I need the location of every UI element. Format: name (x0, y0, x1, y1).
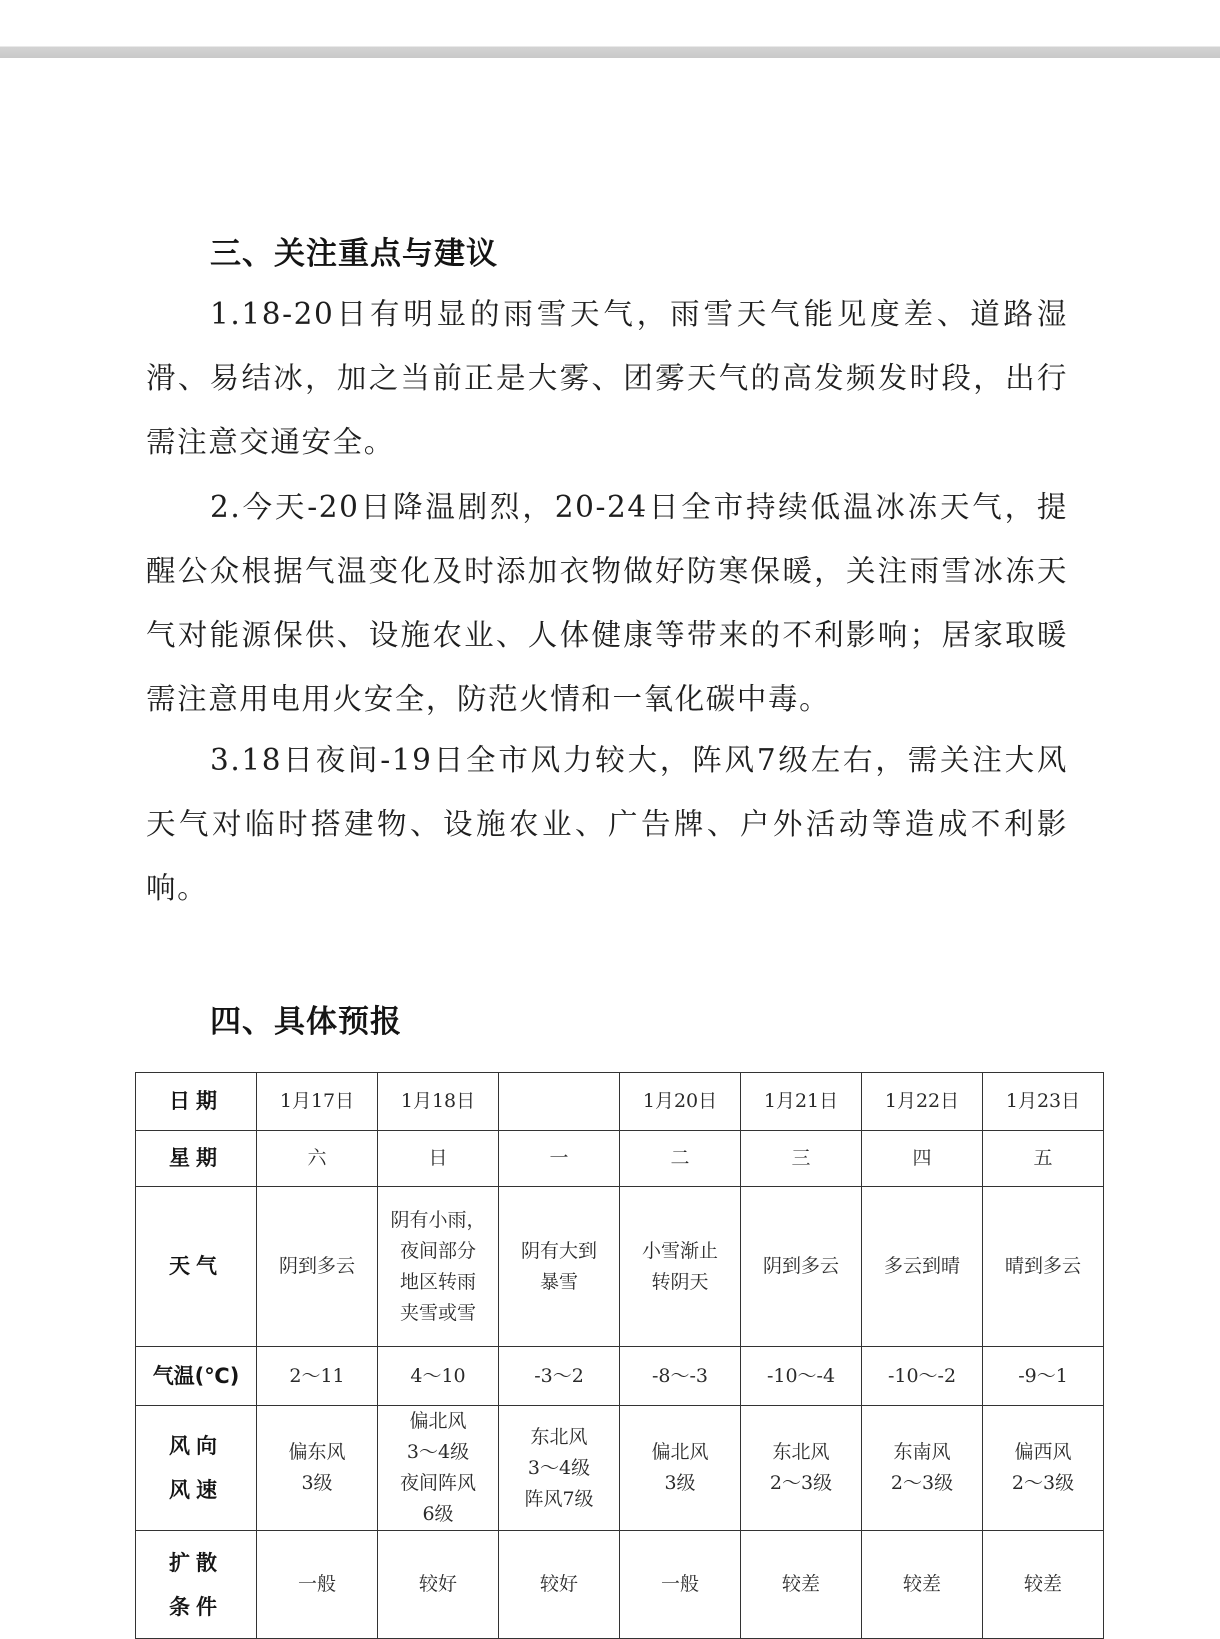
temperature-cell: -9～1 (983, 1347, 1104, 1406)
weekday-cell: 五 (983, 1131, 1104, 1187)
weekday-cell: 日 (378, 1131, 499, 1187)
weather-cell: 阴有小雨， 夜间部分 地区转雨 夹雪或雪 (390, 1208, 486, 1324)
weather-cell: 阴到多云 (278, 1255, 355, 1277)
section-4-heading: 四、具体预报 (210, 1004, 402, 1040)
weather-cell: 阴有大到 暴雪 (520, 1239, 597, 1293)
recommendation-paragraph-3: 3.18日夜间-19日全市风力较大，阵风7级左右，需关注大风天气对临时搭建物、设施农业、广告牌、户外活动等造成不利影响。 (146, 743, 1068, 905)
page-top-border (0, 0, 1220, 58)
weather-row (136, 1187, 1104, 1347)
row-label-diffusion: 扩散 条件 (169, 1550, 223, 1619)
temperature-cell: -10～-4 (741, 1347, 862, 1406)
date-cell: 1月23日 (983, 1073, 1104, 1131)
wind-cell: 东北风 3～4级 阵风7级 (524, 1425, 594, 1510)
diffusion-cell: 较差 (741, 1531, 862, 1639)
weather-cell: 小雪渐止 转阴天 (641, 1239, 718, 1293)
diffusion-cell: 一般 (257, 1531, 378, 1639)
row-label-date: 日期 (136, 1073, 257, 1131)
row-label-temperature: 气温(℃) (136, 1347, 257, 1406)
temperature-row (136, 1347, 1104, 1406)
weather-cell: 晴到多云 (1004, 1255, 1081, 1277)
diffusion-cell: 较差 (862, 1531, 983, 1639)
date-cell: 1月20日 (620, 1073, 741, 1131)
date-cell: 1月22日 (862, 1073, 983, 1131)
recommendation-paragraph-2: 2.今天-20日降温剧烈，20-24日全市持续低温冰冻天气，提醒公众根据气温变化及时添加衣物做好防寒保暖，关注雨雪冰冻天气对能源保供、设施农业、人体健康等带来的不利影响；居家取暖需注意用电用火安全，防范火情和一氧化碳中毒。 (146, 490, 1068, 716)
date-cell: 1月18日 (378, 1073, 499, 1131)
weather-cell: 阴到多云 (762, 1255, 839, 1277)
wind-cell: 偏北风 3～4级 夜间阵风 6级 (399, 1410, 476, 1525)
diffusion-cell: 较差 (983, 1531, 1104, 1639)
date-cell: 1月17日 (257, 1073, 378, 1131)
temperature-cell: 2～11 (257, 1347, 378, 1406)
weekday-cell: 四 (862, 1131, 983, 1187)
row-label-wind: 风向 风速 (169, 1434, 223, 1502)
wind-cell: 偏西风 2～3级 (1011, 1441, 1075, 1494)
recommendation-paragraph-1: 1.18-20日有明显的雨雪天气，雨雪天气能见度差、道路湿滑、易结冰，加之当前正是大雾、团雾天气的高发频发时段，出行需注意交通安全。 (146, 297, 1068, 459)
weekday-cell: 三 (741, 1131, 862, 1187)
row-label-weather: 天气 (136, 1187, 257, 1347)
diffusion-cell: 较好 (499, 1531, 620, 1639)
wind-cell: 偏北风 3级 (651, 1441, 709, 1494)
date-cell (499, 1073, 620, 1131)
diffusion-cell: 一般 (620, 1531, 741, 1639)
weekday-cell: 二 (620, 1131, 741, 1187)
wind-row (136, 1406, 1104, 1531)
date-cell: 1月21日 (741, 1073, 862, 1131)
diffusion-row (136, 1531, 1104, 1639)
weekday-cell: 一 (499, 1131, 620, 1187)
weekday-cell: 六 (257, 1131, 378, 1187)
weather-cell: 多云到晴 (883, 1255, 960, 1277)
section-3-heading: 三、关注重点与建议 (210, 236, 498, 272)
row-label-weekday: 星期 (136, 1131, 257, 1187)
temperature-cell: -3～2 (499, 1347, 620, 1406)
temperature-cell: 4～10 (378, 1347, 499, 1406)
wind-cell: 东北风 2～3级 (769, 1441, 833, 1494)
wind-cell: 偏东风 3级 (288, 1441, 346, 1494)
temperature-cell: -10～-2 (862, 1347, 983, 1406)
weekday-row (136, 1131, 1104, 1187)
date-row (136, 1073, 1104, 1131)
forecast-table (135, 1072, 1104, 1639)
diffusion-cell: 较好 (378, 1531, 499, 1639)
temperature-cell: -8～-3 (620, 1347, 741, 1406)
wind-cell: 东南风 2～3级 (890, 1441, 954, 1494)
